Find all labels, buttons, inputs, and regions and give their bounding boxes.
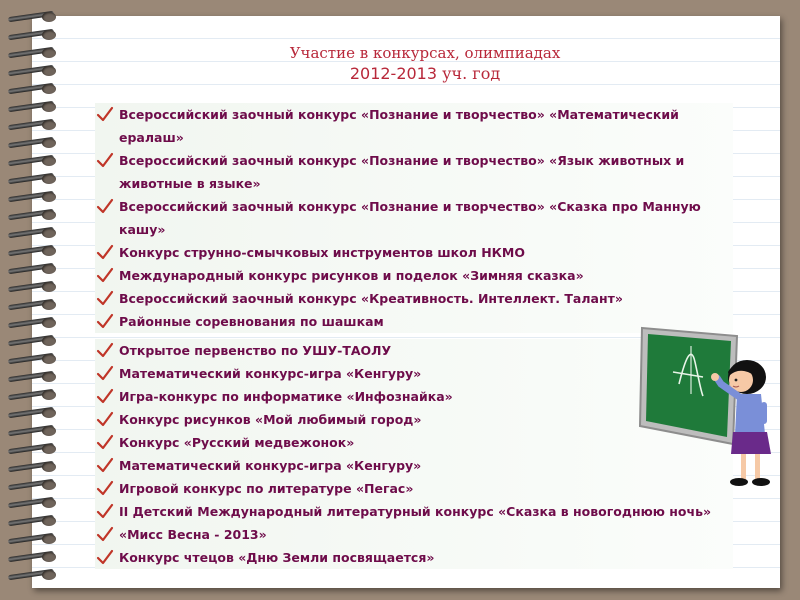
- slide-title: [260, 43, 590, 85]
- list-item-label: II Детский Международный литературный конкурс «Сказка в новогоднюю ночь»: [119, 504, 712, 519]
- checkmark-icon: [96, 289, 114, 307]
- list-item: [95, 500, 733, 523]
- list-item-label: Открытое первенство по УШУ-ТАОЛУ: [119, 343, 392, 358]
- pupil-at-blackboard-illustration: [637, 322, 787, 497]
- checkmark-icon: [96, 502, 114, 520]
- spiral-ring: [8, 516, 58, 526]
- spiral-ring: [8, 426, 58, 436]
- checkmark-icon: [96, 525, 114, 543]
- spiral-ring: [8, 390, 58, 400]
- list-item: [95, 103, 733, 149]
- checkmark-icon: [96, 479, 114, 497]
- spiral-ring: [8, 570, 58, 580]
- spiral-ring: [8, 282, 58, 292]
- checkmark-icon: [96, 243, 114, 261]
- checkmark-icon: [96, 105, 114, 123]
- spiral-ring: [8, 354, 58, 364]
- spiral-ring: [8, 444, 58, 454]
- checkmark-icon: [96, 433, 114, 451]
- list-item-label: Игровой конкурс по литературе «Пегас»: [119, 481, 414, 496]
- list-item: [95, 546, 733, 569]
- checkmark-icon: [96, 312, 114, 330]
- list-item: [95, 241, 733, 264]
- spiral-ring: [8, 408, 58, 418]
- title-suffix: уч. год: [442, 64, 501, 83]
- checkmark-icon: [96, 548, 114, 566]
- spiral-ring: [8, 318, 58, 328]
- spiral-ring: [8, 552, 58, 562]
- girl-shirt: [735, 394, 765, 434]
- spiral-ring: [8, 264, 58, 274]
- title-year: 2012-2013: [349, 64, 438, 83]
- spiral-ring: [8, 66, 58, 76]
- spiral-ring: [8, 30, 58, 40]
- spiral-ring: [8, 84, 58, 94]
- list-item-label: Международный конкурс рисунков и поделок «Зимняя сказка»: [119, 268, 584, 283]
- title-line-1: Участие в конкурсах, олимпиадах: [289, 44, 561, 62]
- checkmark-icon: [96, 456, 114, 474]
- spiral-ring: [8, 138, 58, 148]
- list-item-label: Всероссийский заочный конкурс «Креативность. Интеллект. Талант»: [119, 291, 623, 306]
- spiral-ring: [8, 156, 58, 166]
- list-item: [95, 149, 733, 195]
- spiral-ring: [8, 534, 58, 544]
- checkmark-icon: [96, 151, 114, 169]
- list-item: [95, 195, 733, 241]
- spiral-ring: [8, 48, 58, 58]
- checkmark-icon: [96, 387, 114, 405]
- spiral-ring: [8, 228, 58, 238]
- list-item: [95, 264, 733, 287]
- spiral-ring: [8, 102, 58, 112]
- girl-skirt: [731, 432, 771, 454]
- checkmark-icon: [96, 197, 114, 215]
- spiral-ring: [8, 462, 58, 472]
- checkmark-icon: [96, 341, 114, 359]
- list-item-label: «Мисс Весна - 2013»: [119, 527, 267, 542]
- list-item-label: Игра-конкурс по информатике «Инфознайка»: [119, 389, 453, 404]
- checkmark-icon: [96, 410, 114, 428]
- list-item-label: Конкурс чтецов «Дню Земли посвящается»: [119, 550, 435, 565]
- list-item-label: Всероссийский заочный конкурс «Познание и творчество» «Сказка про Манную кашу»: [119, 199, 701, 237]
- list-item-label: Всероссийский заочный конкурс «Познание и творчество» «Язык животных и животные в языке»: [119, 153, 685, 191]
- list-item-label: Математический конкурс-игра «Кенгуру»: [119, 458, 422, 473]
- spiral-ring: [8, 174, 58, 184]
- list-item: [95, 287, 733, 310]
- list-item-label: Районные соревнования по шашкам: [119, 314, 384, 329]
- spiral-ring: [8, 12, 58, 22]
- list-item: [95, 523, 733, 546]
- list-item-label: Математический конкурс-игра «Кенгуру»: [119, 366, 422, 381]
- spiral-ring: [8, 498, 58, 508]
- title-line-2: [260, 63, 590, 85]
- spiral-ring: [8, 300, 58, 310]
- checkmark-icon: [96, 364, 114, 382]
- list-item-label: Всероссийский заочный конкурс «Познание и творчество» «Математический ералаш»: [119, 107, 679, 145]
- list-item-label: Конкурс «Русский медвежонок»: [119, 435, 355, 450]
- spiral-ring: [8, 210, 58, 220]
- spiral-ring: [8, 192, 58, 202]
- spiral-ring: [8, 246, 58, 256]
- spiral-ring: [8, 120, 58, 130]
- spiral-ring: [8, 336, 58, 346]
- checkmark-icon: [96, 266, 114, 284]
- list-item-label: Конкурс струнно-смычковых инструментов школ НКМО: [119, 245, 525, 260]
- spiral-ring: [8, 480, 58, 490]
- spiral-ring: [8, 372, 58, 382]
- list-item-label: Конкурс рисунков «Мой любимый город»: [119, 412, 422, 427]
